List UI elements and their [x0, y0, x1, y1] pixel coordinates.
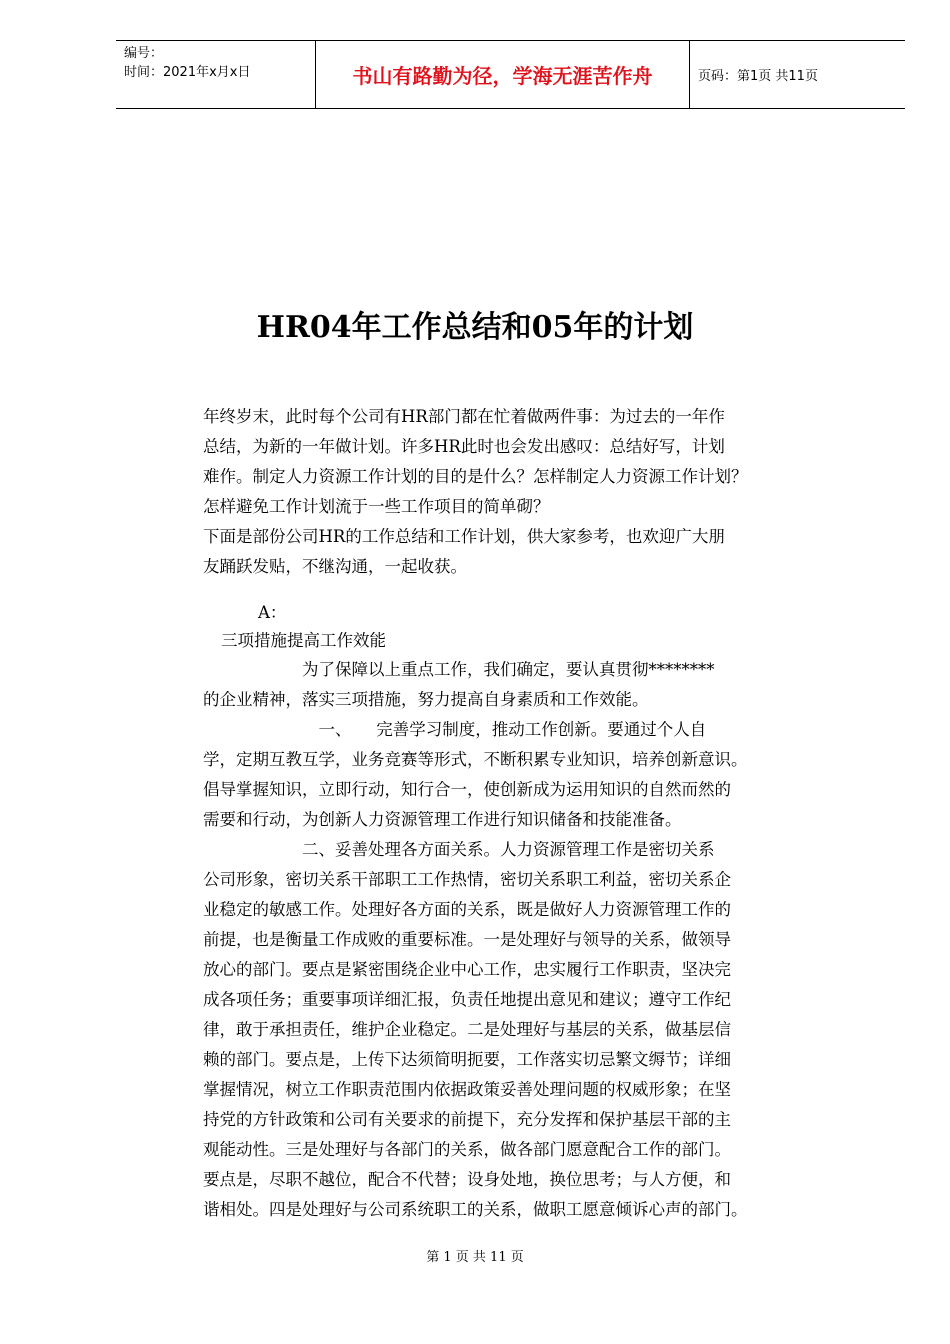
body-line: 观能动性。三是处理好与各部门的关系，做各部门愿意配合工作的部门。 — [203, 1140, 731, 1159]
section-label-a: A： — [258, 603, 287, 622]
intro-paragraph — [203, 402, 843, 582]
body-line: 业稳定的敏感工作。处理好各方面的关系，既是做好人力资源管理工作的 — [203, 900, 731, 919]
header-page-info: 页码：第1页 共11页 — [698, 69, 818, 84]
body-line: 学，定期互教互学，业务竞赛等形式，不断积累专业知识，培养创新意识。 — [203, 750, 748, 769]
body-line: 需要和行动，为创新人力资源管理工作进行知识储备和技能准备。 — [203, 810, 682, 829]
body-line: 二、妥善处理各方面关系。人力资源管理工作是密切关系 — [203, 840, 715, 859]
intro-line: 友踊跃发贴，不继沟通，一起收获。 — [203, 557, 467, 576]
body-line: 前提，也是衡量工作成败的重要标准。一是处理好与领导的关系，做领导 — [203, 930, 731, 949]
body-line: 公司形象，密切关系干部职工工作热情，密切关系职工利益，密切关系企 — [203, 870, 731, 889]
page-footer: 第 1 页 共 11 页 — [426, 1250, 524, 1265]
time-label: 时间：2021年x月x日 — [124, 65, 251, 80]
section-title: 三项措施提高工作效能 — [221, 631, 386, 650]
body-line: 放心的部门。要点是紧密围绕企业中心工作，忠实履行工作职责，坚决完 — [203, 960, 731, 979]
header-motto: 书山有路勤为径，学海无涯苦作舟 — [316, 41, 690, 108]
body-line: 律，敢于承担责任，维护企业稳定。二是处理好与基层的关系，做基层信 — [203, 1020, 731, 1039]
intro-line: 难作。制定人力资源工作计划的目的是什么？怎样制定人力资源工作计划？ — [203, 467, 748, 486]
body-line: 成各项任务；重要事项详细汇报，负责任地提出意见和建议；遵守工作纪 — [203, 990, 731, 1009]
body-line: 持党的方针政策和公司有关要求的前提下，充分发挥和保护基层干部的主 — [203, 1110, 731, 1129]
body-line: 赖的部门。要点是，上传下达须简明扼要，工作落实切忌繁文缛节；详细 — [203, 1050, 731, 1069]
document-title: HR04年工作总结和05年的计划 — [256, 310, 694, 345]
intro-line: 怎样避免工作计划流于一些工作项目的简单砌？ — [203, 497, 550, 516]
body-line: 掌握情况，树立工作职责范围内依据政策妥善处理问题的权威形象；在坚 — [203, 1080, 731, 1099]
body-line: 为了保障以上重点工作，我们确定，要认真贯彻******** — [203, 660, 715, 679]
number-label: 编号： — [124, 46, 164, 61]
body-line: 一、 完善学习制度，推动工作创新。要通过个人自 — [203, 720, 707, 739]
intro-line: 总结，为新的一年做计划。许多HR此时也会发出感叹：总结好写，计划 — [203, 437, 725, 456]
header-meta — [116, 41, 316, 108]
body-line: 要点是，尽职不越位，配合不代替；设身处地，换位思考；与人方便，和 — [203, 1170, 731, 1189]
body-line: 倡导掌握知识，立即行动，知行合一，使创新成为运用知识的自然而然的 — [203, 780, 731, 799]
body-paragraphs — [203, 655, 823, 1225]
intro-line: 下面是部份公司HR的工作总结和工作计划，供大家参考，也欢迎广大朋 — [203, 527, 725, 546]
page-header — [116, 40, 905, 109]
intro-line: 年终岁末，此时每个公司有HR部门都在忙着做两件事：为过去的一年作 — [203, 407, 725, 426]
body-line: 谐相处。四是处理好与公司系统职工的关系，做职工愿意倾诉心声的部门。 — [203, 1200, 748, 1219]
body-line: 的企业精神，落实三项措施，努力提高自身素质和工作效能。 — [203, 690, 649, 709]
